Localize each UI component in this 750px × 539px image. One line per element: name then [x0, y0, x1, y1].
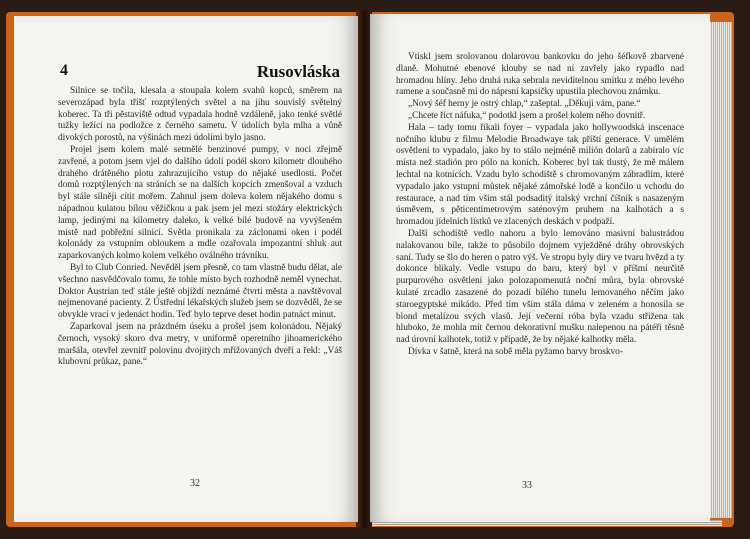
paragraph: Projel jsem kolem malé setmělé benzinové pumpy, v noci zřejmě zavřené, a potom jsem vjel do dalšího údolí podél skoro kilometr dlouhého drahého drátěného plotu zahrazujícího vstup do nějaké usedlosti. Počet domů rozptýlených na stráních se na dalších kopcích zmenšoval a vzduch byl stále silněji cítit mořem. Zahnul jsem doleva kolem nějakého domu s nápadnou kulatou bílou věžičkou a pak jsem jel mezi stožáry elektrických lamp, jedinými na kilometry daleko, k velké bílé budově na vyvýšeném místě nad pobřežní silnicí. Světla pronikala za záclonami oken i podél kolonády za vstupním obloukem a mdle ozařovala impozantní shluk aut zaparkovaných kolmo kolem velkého oválného trávníku.: [58, 144, 342, 262]
chapter-title: Rusovláska: [256, 62, 340, 81]
page-number: 32: [190, 478, 200, 489]
paragraph: Hala – tady tomu říkali foyer – vypadala jako hollywoodská inscenace nočního klubu z filmu Melodie Broadwaye tak příští generace. V umělém osvětlení to vypadalo, jako by to stálo nejméně milión dolarů a zabíralo víc místa než stadión pro pólo na koních. Koberec byl tak tlustý, že mě málem lechtal na kotnících. Vzadu bylo schodiště s chromovaným zábradlím, které vypadalo jako vstupní můstek nějaké zámořské lodě a končilo u vchodu do restaurace, a nad tím vším stál podsaditý italský vrchní číšník s nasazeným úsměvem, s pěticentimetrovým saténovým pruhem na kalhotách a s hromadou jídelních lístků ve zlacených deskách v podpaží.: [396, 122, 684, 228]
right-page: [370, 14, 710, 522]
paragraph: Dívka v šatně, která na sobě měla pyžamo barvy broskvo-: [408, 346, 623, 357]
chapter-heading: [60, 62, 340, 84]
paragraph: Byl to Club Conried. Nevěděl jsem přesně, co tam vlastně budu dělat, ale všechno nasvědčovalo tomu, že tohle místo bych rozhodně neměl vynechat. Doktor Austrian teď stále ještě objíždí neznámé čtvrti města a navštěvoval nejmenované pacienty. Z Ústřední lékařských služeb jsem se dozvěděl, že se obvykle vrací v jedenáct hodin. Teď bylo teprve deset hodin patnáct minut.: [58, 262, 342, 321]
left-page: [14, 16, 358, 522]
paragraph: Vtiskl jsem srolovanou dolarovou bankovku do jeho šéfkově zbarvené dlaně. Mohutné ebenové klouby se nad ní zavřely jako rypadlo nad hromadou hlíny. Jeho druhá ruka sebrala neviditelnou smítku z mého levého ramene a současně mi do náprsní kapsičky upustila plechovou známku.: [396, 52, 684, 98]
paragraph: „Nový šéf herny je ostrý chlap,“ zašeptal. „Děkuji vám, pane.“: [408, 99, 641, 110]
page-edges: [710, 22, 732, 518]
paragraph: Zaparkoval jsem na prázdném úseku a prošel jsem kolonádou. Nějaký černoch, vysoký skoro dva metry, v uniformě operetního jihoamerického maršála, otevřel zevnitř polovinu dvojitých mřížovaných dveří a řekl: „Váš klubovní průkaz, pane.“: [58, 321, 342, 368]
right-page-text: [396, 52, 684, 359]
chapter-number: 4: [60, 62, 68, 79]
paragraph: Další schodiště vedlo nahoru a bylo lemováno masivní balustrádou nalakovanou bíle, takže to působilo dojmem vyježděné dráhy obrovských saní. Tudy se šlo do heren o patro výš. Ve stropu byly díry ve tvaru hvězd a ty dokonce blikaly. Vedle vstupu do baru, který byl v příšmí neurčitě purpurového osvětlení jako polozapomenutá noční můra, byla obrovské kulaté zrcadlo zasazené do pozadí bílého tunelu lemovaného něčím jako staroegyptské mikádo. Před tím vším stála dáma v zeleném a honosila se blond metalízou svých vlasů. Její večerní róba byla vzadu střižena tak hluboko, že mohla mít černou dekorativní mušku nalepenou na pátéři těsně nad úrovní kalhotek, totiž v případě, že by nějaké kalhotky měla.: [396, 228, 684, 346]
left-page-text: [58, 86, 342, 369]
paragraph: Silnice se točila, klesala a stoupala kolem svahů kopců, směrem na severozápad byla tříšť rozptýlených světel a na jihu souvislý světelný koberec. Ta tři pěstaviště odtud vypadala hodně vzdáleně, jako tenké světlé tužky ležící na podložce z černého sametu. V údolích byla mlha a vůně divokých porostů, na výšinách mezi údolími bylo jasno.: [58, 86, 342, 144]
page-number: 33: [522, 480, 532, 491]
paragraph: „Chcete říct náfuka,“ podotkl jsem a prošel kolem něho dovnitř.: [408, 110, 646, 121]
